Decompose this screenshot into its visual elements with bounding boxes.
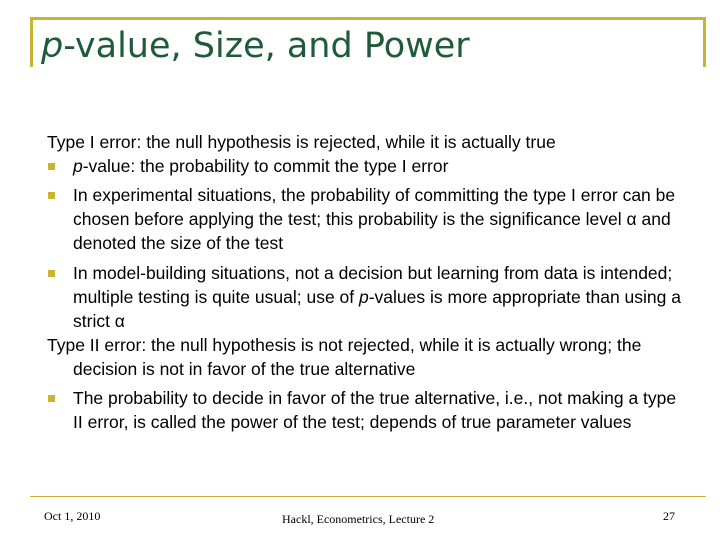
footer-page-number: 27: [663, 509, 675, 523]
title-frame-right: [703, 17, 706, 67]
slide-body: [47, 130, 687, 434]
title-frame-top: [30, 17, 706, 20]
bullet-model-building: [47, 261, 687, 333]
bullet-power: [47, 386, 687, 434]
title-frame-left: [30, 17, 33, 67]
bullet-model-building-italic-p: p: [359, 287, 369, 307]
bullet-experimental: [47, 183, 687, 255]
bullet-power-text: The probability to decide in favor of the true alternative, i.e., not making a type II error, is called the power of the test; depends of true parameter values: [73, 388, 677, 432]
type1-error-paragraph: Type I error: the null hypothesis is rejected, while it is actually true: [47, 132, 556, 152]
slide-title: [41, 22, 470, 70]
slide-title-rest: -value, Size, and Power: [63, 26, 470, 66]
bullet-pvalue: [47, 154, 687, 178]
type2-error-paragraph: Type II error: the null hypothesis is not rejected, while it is actually wrong; the decision is not in favor of the true alternative: [47, 335, 642, 379]
square-bullet-icon: [48, 395, 55, 402]
bullet-pvalue-italic-p: p: [73, 156, 83, 176]
square-bullet-icon: [48, 163, 55, 170]
bullet-model-building-text-b: -values is more appropriate than using a strict α: [73, 287, 681, 331]
footer-course: Hackl, Econometrics, Lecture 2: [282, 512, 435, 526]
square-bullet-icon: [48, 270, 55, 277]
bullet-model-building-text-a: In model-building situations, not a decision but learning from data is intended; multiple testing is quite usual; use of: [73, 263, 673, 307]
footer-date: Oct 1, 2010: [44, 509, 101, 523]
bullet-pvalue-text: -value: the probability to commit the type I error: [82, 156, 449, 176]
footer-divider: [30, 496, 706, 497]
square-bullet-icon: [48, 192, 55, 199]
bullet-experimental-text: In experimental situations, the probability of committing the type I error can be chosen before applying the test; this probability is the significance level α and denoted the size of the test: [73, 185, 676, 253]
slide-title-italic-p: p: [41, 26, 64, 66]
